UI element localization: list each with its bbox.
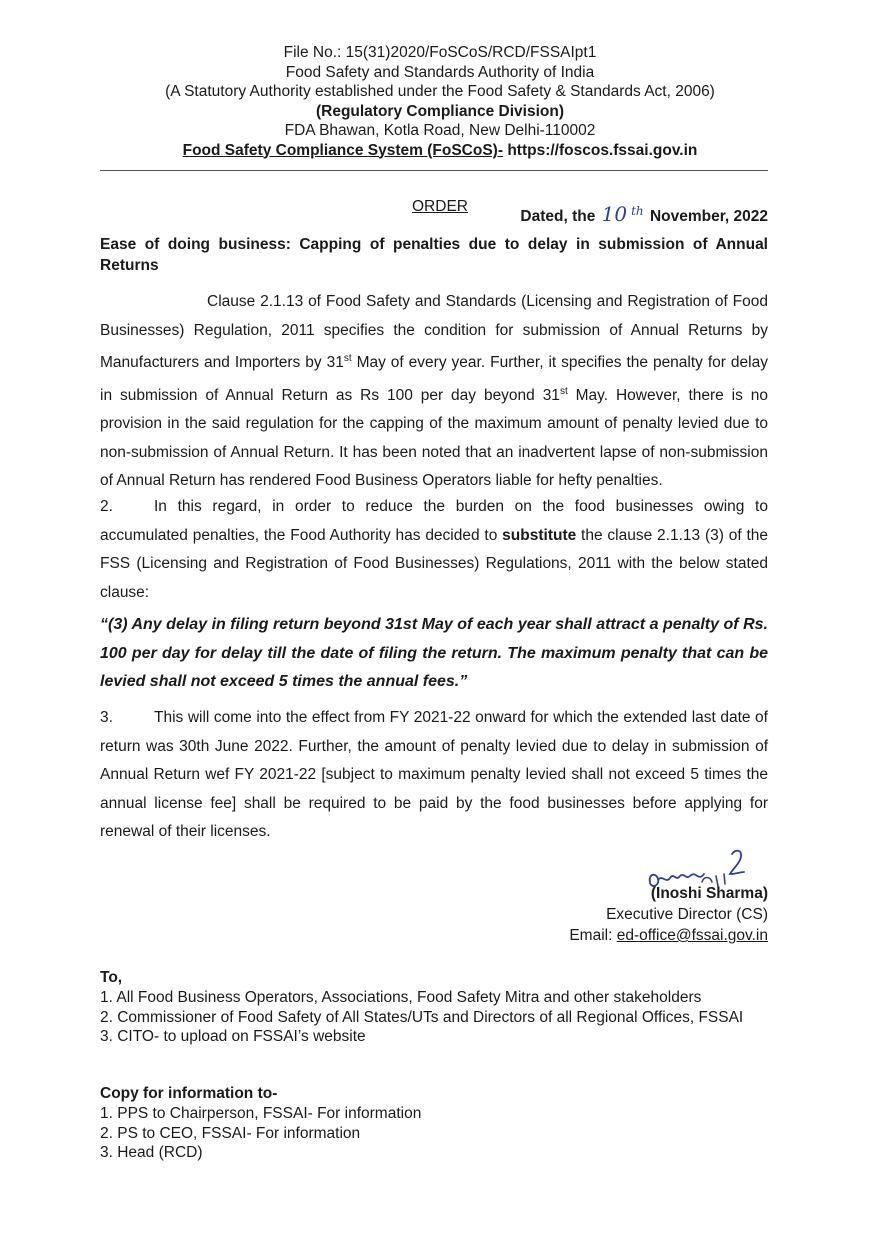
p1-sup-1: st: [343, 353, 352, 364]
copy-item-1: 1. PPS to Chairperson, FSSAI- For information: [100, 1104, 422, 1122]
file-number: File No.: 15(31)2020/FoSCoS/RCD/FSSAIpt1: [283, 44, 597, 61]
copy-item-3: 3. Head (RCD): [100, 1144, 203, 1162]
p2-text-a: In this regard, in order to reduce the burden on the food businesses owing to accumulated penalties, the Food Authority has decided to: [100, 498, 768, 544]
signatory-email-line: [569, 925, 768, 946]
date-suffix: November, 2022: [645, 208, 768, 225]
email-link[interactable]: ed-office@fssai.gov.in: [616, 927, 768, 944]
handwritten-day: 10: [601, 202, 628, 226]
paragraph-2: [100, 493, 768, 607]
distribution-list: [100, 968, 780, 1047]
p1-text-c: May. However, there is no provision in the said regulation for the capping of the maximum amount of penalty levied due to non-submission of Annual Return. It has been noted that an inadvertent lapse of non-submission of Annual Return has rendered Food Business Operators liable for hefty penalties.: [100, 386, 768, 490]
signatory-block: [569, 883, 768, 946]
p3-number: 3.: [100, 709, 113, 726]
p3-text: This will come into the effect from FY 2021-22 onward for which the extended last date of return was 30th June 2022. Further, the amount of penalty levied due to delay in submission of Annual Return wef FY 2021-22 [subject to maximum penalty levied shall not exceed 5 times the annual license fee] shall be required to be paid by the food businesses before applying for renewal of their licenses.: [100, 709, 768, 840]
system-url: https://foscos.fssai.gov.in: [503, 141, 698, 159]
paragraph-3: [100, 704, 768, 847]
substituted-clause: “(3) Any delay in filing return beyond 31st May of each year shall attract a penalty of Rs. 100 per day for delay till the date of filing the return. The maximum penalty that can be levied shall not exceed 5 times the annual fees.”: [100, 616, 768, 690]
to-item-2: 2. Commissioner of Food Safety of All States/UTs and Directors of all Regional Offices, FSSAI: [100, 1008, 744, 1026]
p1-text-a: Clause 2.1.13 of Food Safety and Standards (Licensing and Registration of Food Businesses) Regulation, 2011 specifies the condition for submission of Annual Returns by Manufacturers and Importers by 31: [100, 293, 768, 372]
copy-item-2: 2. PS to CEO, FSSAI- For information: [100, 1124, 361, 1142]
p2-bold-word: substitute: [502, 526, 577, 544]
p2-text-b: the clause 2.1.13 (3) of the FSS (Licensing and Registration of Food Businesses) Regulations, 2011 with the below stated clause:: [100, 526, 768, 601]
header-divider: [100, 170, 768, 171]
date-prefix: Dated, the: [520, 208, 600, 225]
copy-list: [100, 1084, 421, 1163]
p2-number: 2.: [100, 498, 113, 515]
p1-text-b: May of every year. Further, it specifies the penalty for delay in submission of Annual Return as Rs 100 per day beyond 31: [100, 354, 768, 404]
division-name: (Regulatory Compliance Division): [315, 102, 565, 120]
system-label: Food Safety Compliance System (FoSCoS)-: [182, 141, 504, 159]
to-item-3: 3. CITO- to upload on FSSAI’s website: [100, 1028, 366, 1046]
to-label: To,: [100, 969, 123, 986]
subject-heading: Ease of doing business: Capping of penalties due to delay in submission of Annual Returns: [100, 236, 768, 274]
system-line: [0, 141, 880, 161]
paragraph-1: [100, 288, 768, 496]
organization-name: Food Safety and Standards Authority of India: [285, 63, 595, 81]
copy-label: Copy for information to-: [100, 1085, 278, 1102]
email-label: Email:: [569, 927, 617, 944]
handwritten-day-suffix: th: [631, 203, 644, 218]
to-item-1: 1. All Food Business Operators, Associations, Food Safety Mitra and other stakeholders: [100, 988, 702, 1006]
p1-sup-2: st: [559, 385, 568, 397]
address: FDA Bhawan, Kotla Road, New Delhi-110002: [284, 122, 596, 139]
signatory-name: (Inoshi Sharma): [650, 885, 768, 902]
order-title: ORDER: [412, 198, 468, 215]
statutory-line: (A Statutory Authority established under the Food Safety & Standards Act, 2006): [165, 83, 715, 100]
signatory-designation: Executive Director (CS): [606, 906, 768, 923]
letterhead: [0, 43, 880, 160]
